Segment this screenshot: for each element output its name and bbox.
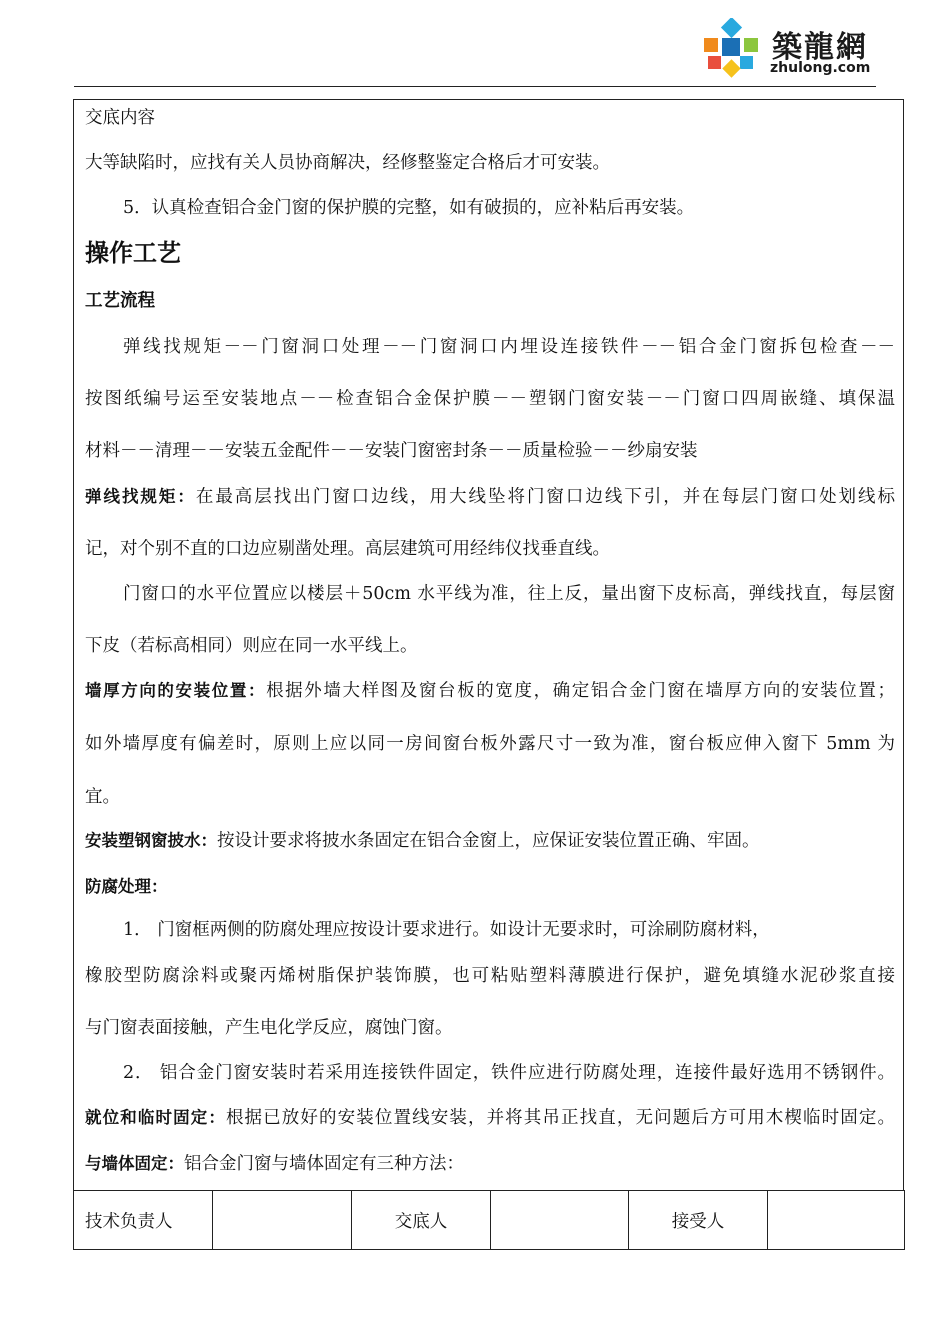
flow-line: 弹线找规矩－－门窗洞口处理－－门窗洞口内埋设连接铁件－－铝合金门窗拆包检查－－ — [123, 337, 895, 357]
header-rule — [74, 86, 876, 87]
heading-flow: 工艺流程 — [85, 291, 155, 311]
paragraph: 与墙体固定：铝合金门窗与墙体固定有三种方法： — [85, 1154, 464, 1174]
paragraph: 2． 铝合金门窗安装时若采用连接铁件固定，铁件应进行防腐处理，连接件最好选用不锈钢件。 — [123, 1063, 895, 1083]
receiver-label: 接受人 — [629, 1191, 768, 1249]
section-title: 墙厚方向的安装位置： — [85, 681, 267, 700]
signature-row — [73, 1190, 905, 1250]
heading-operation: 操作工艺 — [85, 239, 181, 267]
paragraph: 记，对个别不直的口边应剔凿处理。高层建筑可用经纬仪找垂直线。 — [85, 539, 610, 559]
section-title: 就位和临时固定： — [85, 1108, 226, 1127]
section-title: 安装塑钢窗披水： — [85, 831, 217, 850]
section-title: 弹线找规矩： — [85, 487, 196, 506]
paragraph: 大等缺陷时，应找有关人员协商解决，经修整鉴定合格后才可安装。 — [85, 153, 610, 173]
flow-line: 材料－－清理－－安装五金配件－－安装门窗密封条－－质量检验－－纱扇安装 — [85, 441, 698, 461]
paragraph: 5．认真检查铝合金门窗的保护膜的完整，如有破损的，应补粘后再安装。 — [123, 198, 695, 218]
logo-chinese-name: 築龍網 — [772, 30, 868, 65]
paragraph: 门窗口的水平位置应以楼层＋50cm 水平线为准，往上反，量出窗下皮标高，弹线找直，每层窗 — [123, 584, 895, 604]
logo-english-name: zhulong.com — [770, 60, 871, 76]
receiver-signature-field[interactable] — [768, 1191, 904, 1249]
paragraph: 橡胶型防腐涂料或聚丙烯树脂保护装饰膜，也可粘贴塑料薄膜进行保护，避免填缝水泥砂浆直接 — [85, 966, 895, 986]
paragraph: 与门窗表面接触，产生电化学反应，腐蚀门窗。 — [85, 1018, 453, 1038]
tech-lead-signature-field[interactable] — [213, 1191, 352, 1249]
zhulong-logo-icon — [700, 18, 764, 80]
paragraph: 宜。 — [85, 787, 120, 807]
paragraph: 下皮（若标高相同）则应在同一水平线上。 — [85, 636, 418, 656]
paragraph: 墙厚方向的安装位置：根据外墙大样图及窗台板的宽度，确定铝合金门窗在墙厚方向的安装位置； — [85, 681, 896, 701]
flow-line: 按图纸编号运至安装地点－－检查铝合金保护膜－－塑钢门窗安装－－门窗口四周嵌缝、填保温 — [85, 389, 895, 409]
tech-lead-label: 技术负责人 — [74, 1191, 213, 1249]
section-title: 防腐处理： — [85, 877, 168, 896]
disclosure-content-cell — [73, 99, 904, 1190]
paragraph: 如外墙厚度有偏差时，原则上应以同一房间窗台板外露尺寸一致为准，窗台板应伸入窗下 5mm 为 — [85, 734, 895, 754]
paragraph: 就位和临时固定：根据已放好的安装位置线安装，并将其吊正找直，无问题后方可用木楔临时固定。 — [85, 1108, 896, 1128]
discloser-signature-field[interactable] — [491, 1191, 629, 1249]
discloser-label: 交底人 — [352, 1191, 491, 1249]
section-label: 交底内容 — [85, 108, 155, 128]
section-title: 与墙体固定： — [85, 1154, 184, 1173]
paragraph: 安装塑钢窗披水：按设计要求将披水条固定在铝合金窗上，应保证安装位置正确、牢固。 — [85, 831, 760, 851]
paragraph: 1． 门窗框两侧的防腐处理应按设计要求进行。如设计无要求时，可涂刷防腐材料， — [123, 920, 770, 940]
paragraph: 弹线找规矩：在最高层找出门窗口边线，用大线坠将门窗口边线下引，并在每层门窗口处划线标 — [85, 487, 896, 507]
zhulong-logo — [700, 18, 890, 80]
